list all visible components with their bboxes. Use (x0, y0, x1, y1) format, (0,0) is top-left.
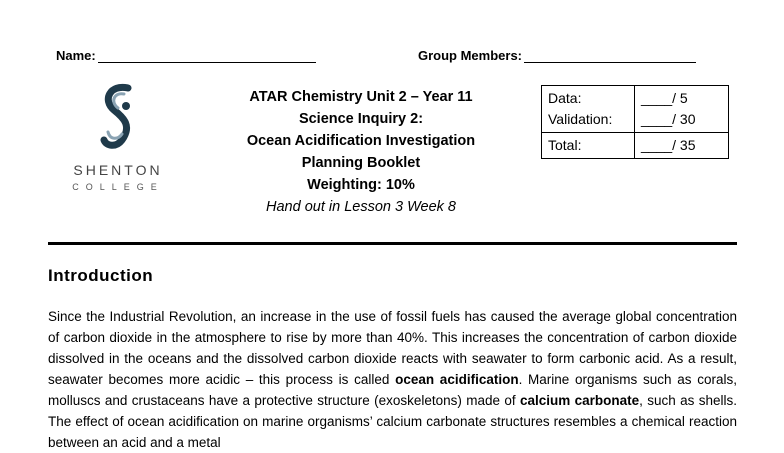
name-line (98, 50, 316, 63)
intro-text-2: . Marine organisms such as corals, molluscs and crustaceans have a protective structure (exoskeletons) made of (48, 372, 737, 408)
section-heading: Introduction (48, 266, 154, 285)
title-line-4: Planning Booklet (301, 155, 421, 171)
name-label: Name: (56, 48, 96, 63)
total-value: ____/ 35 (635, 133, 729, 159)
intro-paragraph (48, 306, 737, 453)
marks-row-data-validation (542, 86, 729, 133)
name-row (56, 48, 736, 68)
group-members-label: Group Members: (418, 48, 523, 63)
title-line-5: Weighting: 10% (307, 177, 415, 193)
term-calcium-carbonate: calcium carbonate (520, 393, 640, 408)
term-ocean-acidification: ocean acidification (395, 372, 519, 387)
data-label: Data: (548, 90, 582, 106)
title-line-2: Science Inquiry 2: (298, 111, 424, 127)
group-members-field[interactable] (418, 48, 696, 63)
intro-text-1: Since the Industrial Revolution, an increase in the use of fossil fuels has caused the average global concentration of carbon dioxide in the atmosphere to rise by more than 40%. This increases the concentration of carbon dioxide dissolved in the oceans and the dissolved carbon dioxide reacts with seawater to form carbonic acid. As a result, seawater becomes more acidic – this process is called (48, 309, 737, 387)
marks-table (541, 85, 729, 159)
data-value: ____/ 5 (641, 90, 688, 106)
logo-emblem-icon (88, 82, 148, 152)
marks-row-total (542, 133, 729, 159)
marks-labels-cell (542, 86, 635, 133)
title-block (218, 86, 504, 218)
total-label: Total: (542, 133, 635, 159)
group-members-line (524, 50, 696, 63)
validation-value: ____/ 30 (641, 111, 696, 127)
title-line-1: ATAR Chemistry Unit 2 – Year 11 (249, 89, 473, 105)
title-line-3: Ocean Acidification Investigation (246, 133, 476, 149)
logo-name: SHENTON (73, 162, 163, 178)
title-line-6: Hand out in Lesson 3 Week 8 (266, 199, 456, 215)
school-logo (66, 82, 170, 202)
validation-label: Validation: (548, 111, 613, 127)
section-divider (48, 242, 737, 245)
intro-text-3: , such as shells. The effect of ocean acidification on marine organisms’ calcium carbonate structures resembles a chemical reaction between an acid and a metal (48, 393, 738, 450)
marks-values-cell (635, 86, 729, 133)
logo-subtitle: COLLEGE (72, 182, 164, 192)
name-field[interactable] (56, 48, 316, 63)
